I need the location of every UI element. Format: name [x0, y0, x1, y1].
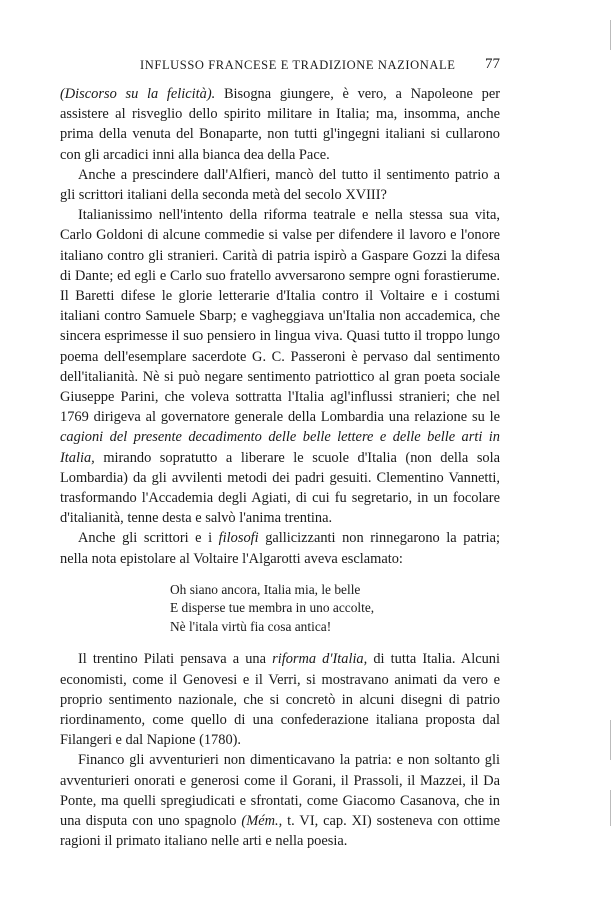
paragraph-2: Anche a prescindere dall'Alfieri, mancò del tutto il sentimento patrio a gli scrittori italiani della seconda metà del secolo XVIII? — [60, 166, 500, 204]
body-text — [60, 84, 500, 851]
paragraph-5-text-b: di tutta Italia. Alcuni economisti, come il Genovesi e il Verri, si mostravano animati da vero e proprio sentimento nazionale, che si concretò in alcuni disegni di patrio riordinamento, come quello di una confederazione italiana proposta dal Filangeri e dal Napione (1780). — [60, 651, 500, 749]
paragraph-1-text: Bisogna giungere, è vero, a Napoleone per assistere al risveglio dello spirito militare in Italia; ma, insomma, anche prima della venuta del Bonaparte, non tutti gl'ingegni italiani si cullarono con gli arcadici inni alla bianca dea della Pace. — [60, 86, 500, 163]
scan-edge-mark — [610, 790, 611, 826]
verse-line-2: E disperse tue membra in uno accolte, — [170, 600, 375, 616]
paragraph-4-text-a: Anche gli scrittori e i — [78, 530, 219, 547]
paragraph-5-text-a: Il trentino Pilati pensava a una — [78, 651, 273, 668]
paragraph-3 — [60, 205, 500, 528]
paragraph-5 — [60, 649, 500, 750]
paragraph-6-text-b: t. VI, cap. XI) sosteneva con ottime ragioni il primato italiano nelle arti e nella poesia. — [60, 813, 500, 850]
paragraph-1 — [60, 84, 500, 165]
scan-edge-mark — [610, 720, 611, 760]
paragraph-4-text-b: gallicizzanti non rinnegarono la patria; nella nota epistolare al Voltaire l'Algarotti aveva esclamato: — [60, 530, 500, 567]
parini-title-italic: cagioni del presente decadimento delle belle lettere e delle belle arti in Italia, — [60, 429, 500, 466]
paragraph-3-text-a: Italianissimo nell'intento della riforma teatrale e nella stessa sua vita, Carlo Goldoni di alcune commedie si valse per difendere il lavoro e l'onore italiano contro gli stranieri. Carità di patria ispirò a Gaspare Gozzi la difesa di Dante; ed egli e Carlo suo fratello avversarono sempre ogni forastierume. Il Baretti difese le glorie letterarie d'Italia contro il Voltaire e i costumi italiani contro Samuele Sbarp; e vagheggiava un'Italia non accademica, che sincera esprimesse il suo pensiero in lingua viva. Quasi tutto il troppo lungo poema dell'esemplare sacerdote G. C. Passeroni è pervaso dal sentimento dell'italianità. Nè si può negare sentimento patriottico al gran poeta sociale Giuseppe Parini, che voleva sottratta l'Italia agl'influssi stranieri; che nel 1769 dirigeva al governatore generale della Lombardia una relazione su le — [60, 207, 500, 426]
verse-line-1: Oh siano ancora, Italia mia, le belle — [170, 581, 361, 597]
running-head: INFLUSSO FRANCESE E TRADIZIONE NAZIONALE — [140, 58, 456, 72]
verse-line-3: Nè l'itala virtù fia cosa antica! — [170, 618, 332, 634]
citation-discorso: (Discorso su la felicità). — [60, 86, 216, 102]
scan-edge-mark — [610, 20, 611, 50]
paragraph-6-text-a: Financo gli avventurieri non dimenticavano la patria: e non soltanto gli avventurieri onorati e generosi come il Gorani, il Prassoli, il Mazzei, il Da Ponte, ma quelli spregiudicati e sfrontati, come Giacomo Casanova, che in una disputa con uno spagnolo — [60, 752, 500, 829]
filosofi-italic: filosofi — [218, 530, 259, 547]
paragraph-6 — [60, 750, 500, 851]
riforma-italic: riforma d'Italia, — [272, 651, 368, 668]
verse-quotation — [170, 581, 500, 637]
paragraph-4 — [60, 528, 500, 568]
paragraph-3-text-b: mirando sopratutto a liberare le scuole d'Italia (non della sola Lombardia) da gli avvilenti metodi dei padri gesuiti. Clementino Vannetti, trasformando l'Accademia degli Agiati, di cui fu segretario, in un focolare d'italianità, tenne desta e salvò l'anima trentina. — [60, 449, 500, 527]
page-header — [60, 58, 500, 78]
page-number: 77 — [485, 56, 500, 72]
mem-citation-italic: (Mém., — [241, 813, 283, 829]
